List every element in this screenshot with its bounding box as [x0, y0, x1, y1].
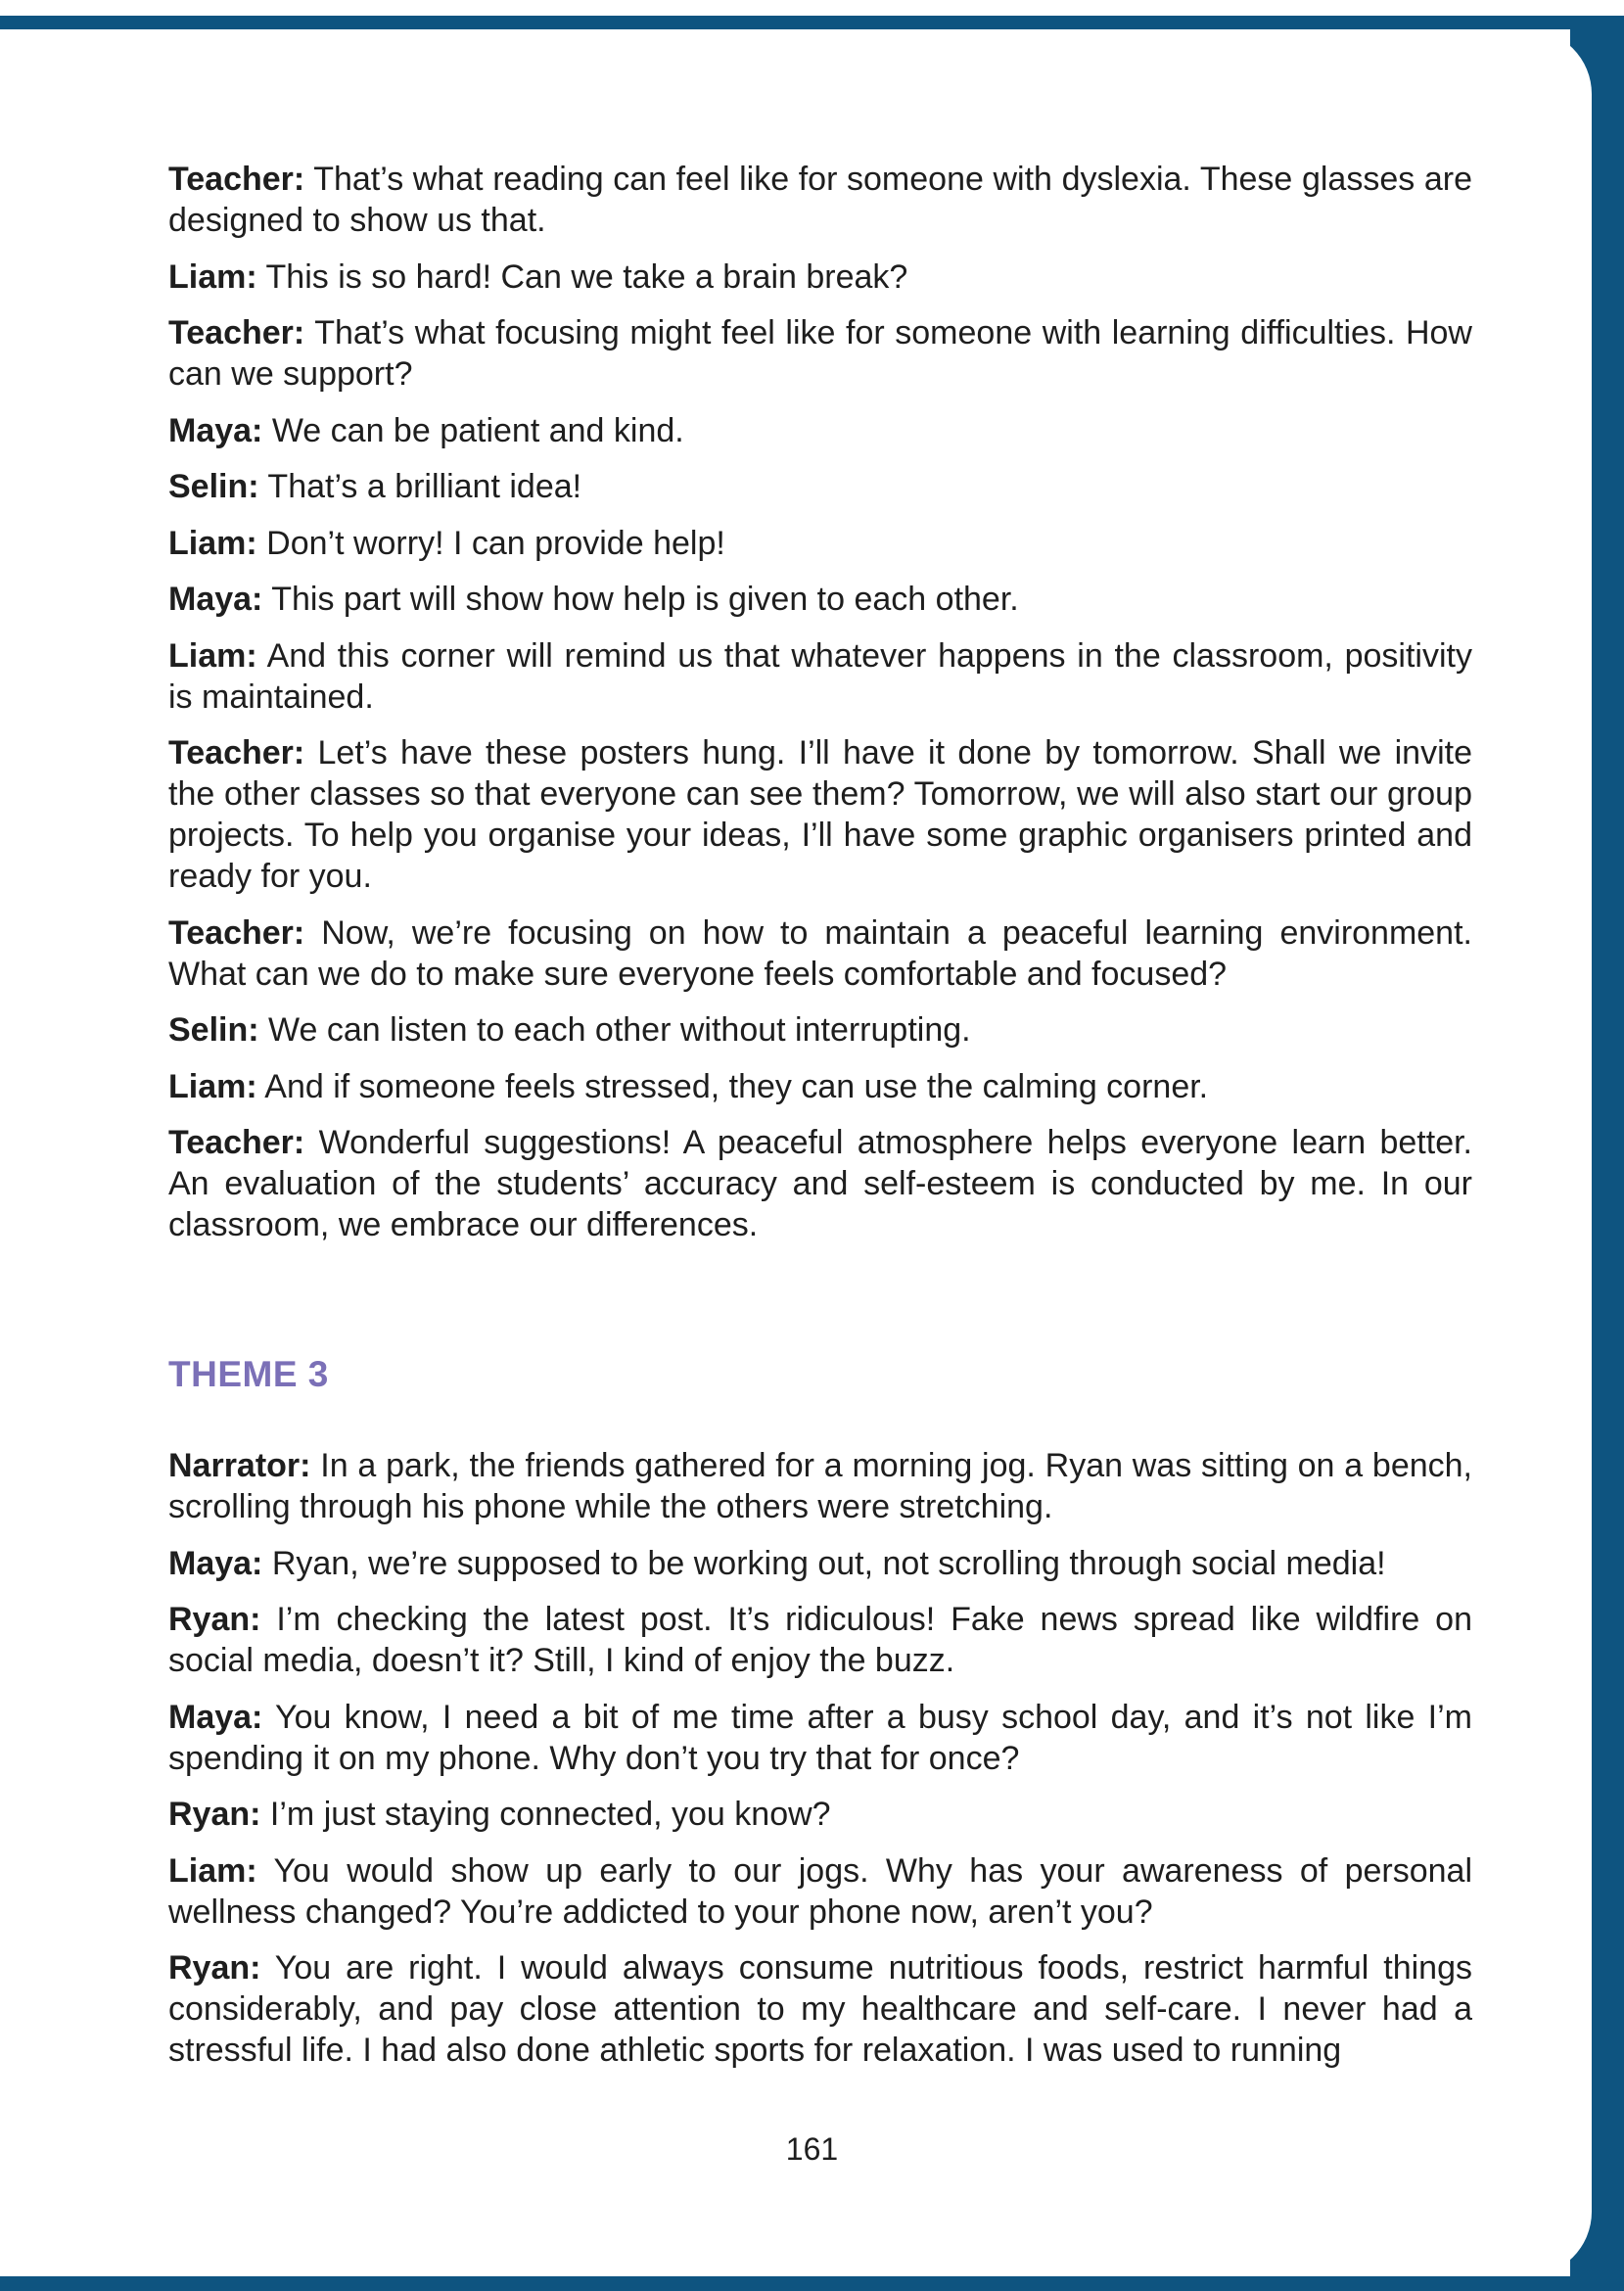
dialogue-line — [168, 732, 1472, 897]
page-frame-top — [0, 16, 1624, 29]
dialogue-line — [168, 1122, 1472, 1245]
dialogue-text: That’s a brilliant idea! — [267, 468, 582, 505]
speaker-name: Teacher: — [168, 913, 305, 952]
dialogue-text: I’m checking the latest post. It’s ridiculous! Fake news spread like wildfire on social media, doesn’t it? Still, I kind of enjoy the buzz. — [168, 1601, 1472, 1679]
dialogue-line — [168, 912, 1472, 995]
dialogue-text: Now, we’re focusing on how to maintain a peaceful learning environment. What can we do to make sure everyone feels comfortable and focused? — [168, 913, 1472, 993]
dialogue-line — [168, 410, 1472, 451]
dialogue-line — [168, 1947, 1472, 2071]
dialogue-text: Ryan, we’re supposed to be working out, not scrolling through social media! — [271, 1544, 1386, 1582]
dialogue-line — [168, 1445, 1472, 1527]
dialogue-line — [168, 466, 1472, 507]
speaker-name: Maya: — [168, 411, 263, 449]
dialogue-text: That’s what reading can feel like for someone with dyslexia. These glasses are designed to show us that. — [168, 161, 1472, 239]
dialogue-text: And this corner will remind us that whatever happens in the classroom, positivity is maintained. — [168, 636, 1472, 716]
page-content — [168, 159, 1472, 2086]
page-number: 161 — [785, 2131, 839, 2167]
dialogue-text: In a park, the friends gathered for a morning jog. Ryan was sitting on a bench, scrolling through his phone while the others were stretching. — [168, 1447, 1472, 1525]
dialogue-text: And if someone feels stressed, they can use the calming corner. — [264, 1067, 1209, 1105]
dialogue-line — [168, 1794, 1472, 1835]
dialogue-section-2 — [168, 1445, 1472, 2071]
dialogue-line — [168, 159, 1472, 241]
speaker-name: Ryan: — [168, 1601, 261, 1638]
dialogue-line — [168, 1850, 1472, 1933]
speaker-name: Selin: — [168, 1011, 259, 1049]
speaker-name: Liam: — [168, 1851, 257, 1890]
speaker-name: Teacher: — [168, 161, 305, 198]
speaker-name: Liam: — [168, 257, 257, 296]
speaker-name: Ryan: — [168, 1796, 261, 1833]
dialogue-line — [168, 312, 1472, 395]
dialogue-text: Don’t worry! I can provide help! — [266, 524, 725, 562]
speaker-name: Maya: — [168, 581, 263, 618]
dialogue-line — [168, 635, 1472, 718]
dialogue-line — [168, 1009, 1472, 1051]
speaker-name: Liam: — [168, 636, 257, 675]
dialogue-text: We can listen to each other without interrupting. — [268, 1011, 971, 1049]
dialogue-text: Wonderful suggestions! A peaceful atmosphere helps everyone learn better. An evaluation of the students’ accuracy and self-esteem is conducted by me. In our classroom, we embrace our differences. — [168, 1124, 1472, 1243]
dialogue-text: You know, I need a bit of me time after a busy school day, and it’s not like I’m spending it on my phone. Why don’t you try that for once? — [168, 1698, 1472, 1777]
page-frame-bottom — [0, 2276, 1624, 2291]
dialogue-line — [168, 257, 1472, 298]
speaker-name: Liam: — [168, 524, 257, 562]
dialogue-text: This is so hard! Can we take a brain break? — [265, 257, 908, 296]
dialogue-text: That’s what focusing might feel like for someone with learning difficulties. How can we support? — [168, 314, 1472, 393]
speaker-name: Teacher: — [168, 314, 305, 351]
dialogue-line — [168, 1066, 1472, 1107]
speaker-name: Maya: — [168, 1544, 263, 1582]
dialogue-text: You would show up early to our jogs. Why has your awareness of personal wellness changed? You’re addicted to your phone now, aren’t you? — [168, 1851, 1472, 1931]
dialogue-text: I’m just staying connected, you know? — [269, 1796, 831, 1833]
dialogue-line — [168, 1599, 1472, 1681]
dialogue-line — [168, 1543, 1472, 1584]
speaker-name: Liam: — [168, 1067, 257, 1105]
theme-heading: THEME 3 — [168, 1354, 329, 1394]
dialogue-line — [168, 1697, 1472, 1779]
dialogue-line — [168, 523, 1472, 564]
dialogue-text: We can be patient and kind. — [271, 411, 684, 449]
dialogue-text: You are right. I would always consume nutritious foods, restrict harmful things considerably, and pay close attention to my healthcare and self-care. I never had a stressful life. I had also done athletic sports for relaxation. I was used to running — [168, 1949, 1472, 2069]
speaker-name: Ryan: — [168, 1949, 261, 1987]
speaker-name: Narrator: — [168, 1447, 311, 1484]
dialogue-text: Let’s have these posters hung. I’ll have it done by tomorrow. Shall we invite the other classes so that everyone can see them? Tomorrow, we will also start our group projects. To help you organise your ideas, I’ll have some graphic organisers printed and ready for you. — [168, 734, 1472, 895]
dialogue-line — [168, 579, 1472, 620]
speaker-name: Teacher: — [168, 1124, 305, 1161]
speaker-name: Teacher: — [168, 734, 305, 771]
dialogue-text: This part will show how help is given to each other. — [271, 581, 1019, 618]
speaker-name: Selin: — [168, 468, 259, 505]
dialogue-section-1 — [168, 159, 1472, 1245]
speaker-name: Maya: — [168, 1698, 263, 1736]
